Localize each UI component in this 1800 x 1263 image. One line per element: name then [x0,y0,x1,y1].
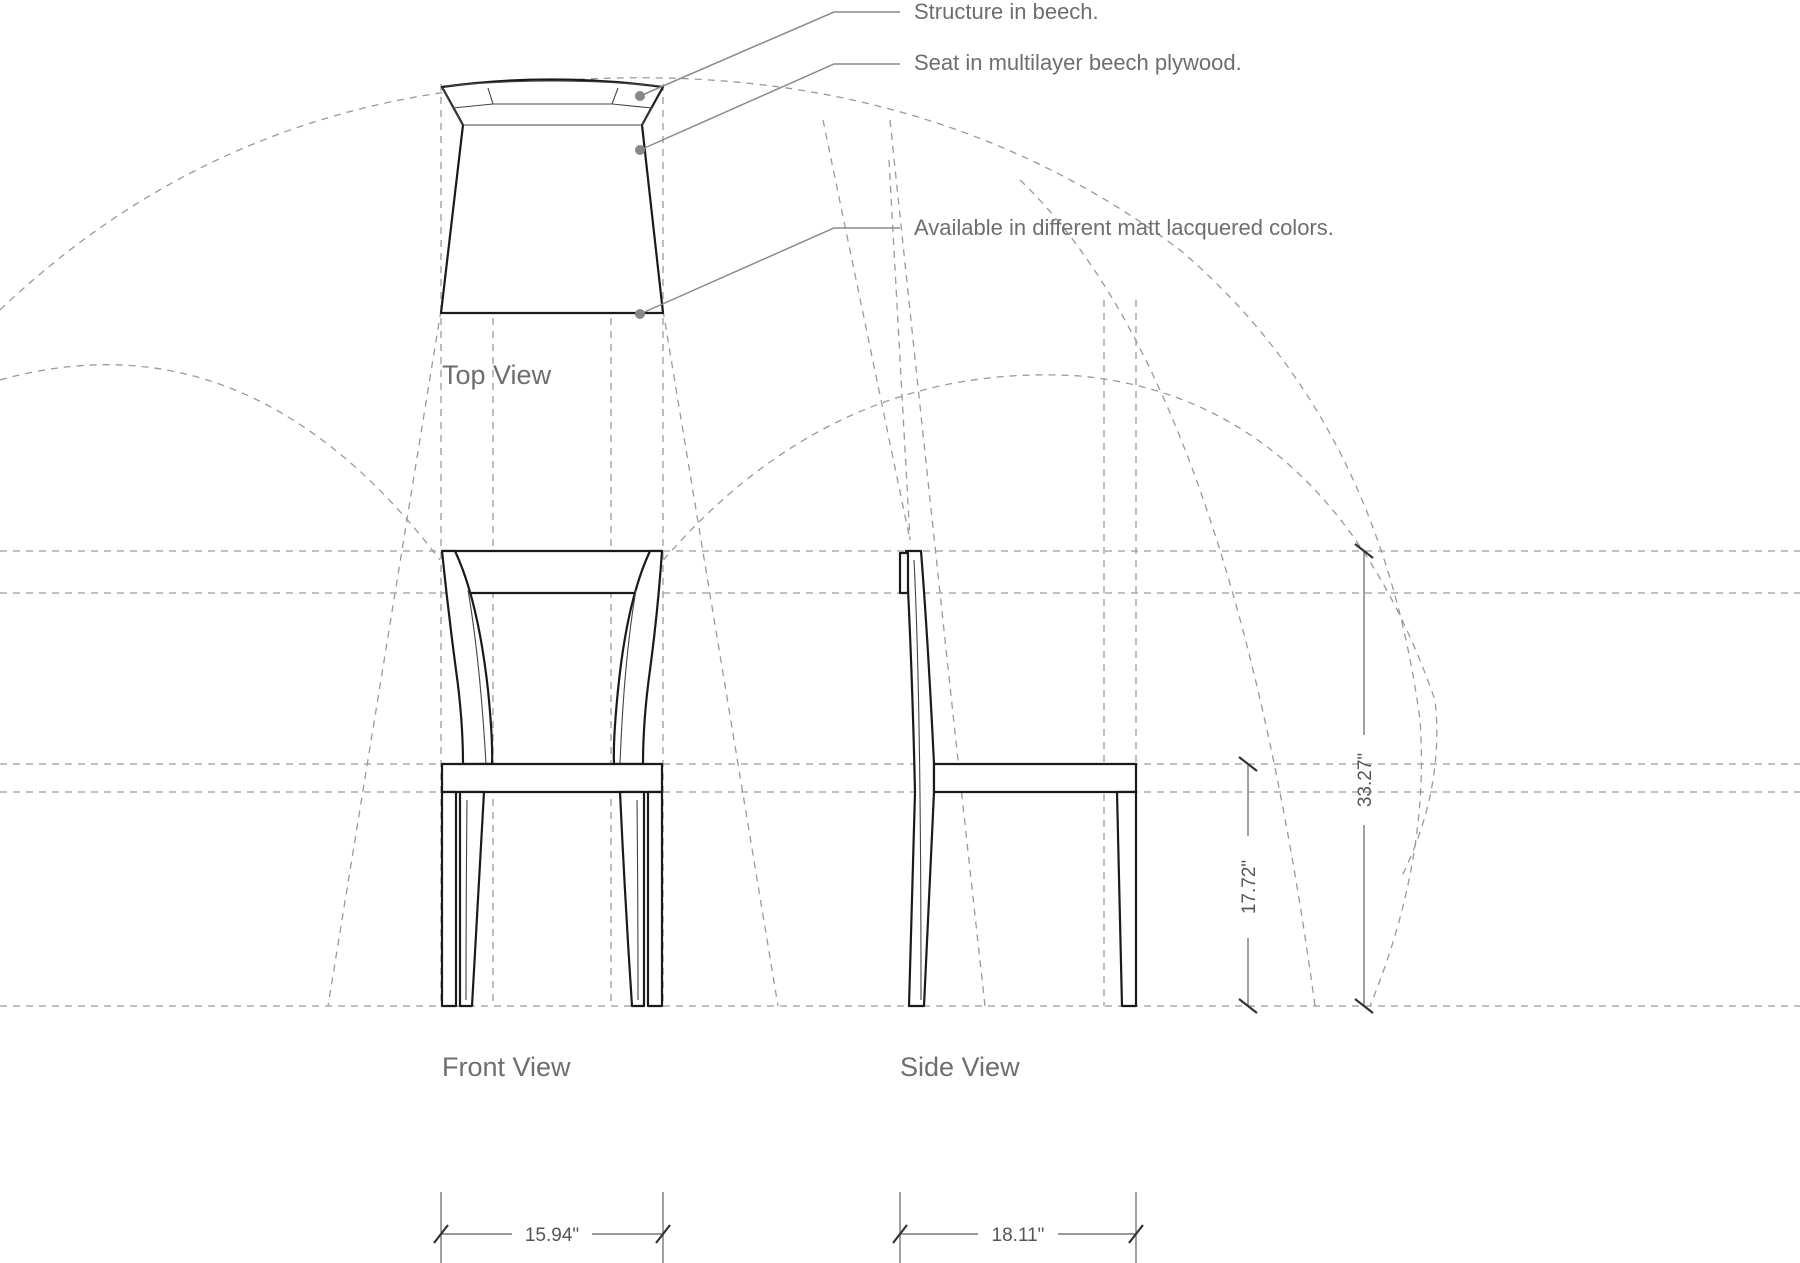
annotation-colors: Available in different matt lacquered colors. [914,215,1334,240]
dimension-depth-label: 18.11" [991,1225,1045,1246]
top-view-label: Top View [442,360,552,390]
annotation-structure: Structure in beech. [914,0,1099,24]
callout-leaders [635,12,900,319]
side-view-label: Side View [900,1052,1020,1082]
construction-guides [0,78,1800,1006]
front-view-chair [442,551,662,1006]
front-view-label: Front View [442,1052,571,1082]
dimension-seat-height-label: 17.72" [1239,859,1260,915]
top-view-chair [441,80,663,314]
annotation-seat: Seat in multilayer beech plywood. [914,50,1242,75]
side-view-chair [900,551,1136,1006]
dimension-total-height-label: 33.27" [1355,752,1376,808]
dimension-width-label: 15.94" [524,1225,580,1246]
